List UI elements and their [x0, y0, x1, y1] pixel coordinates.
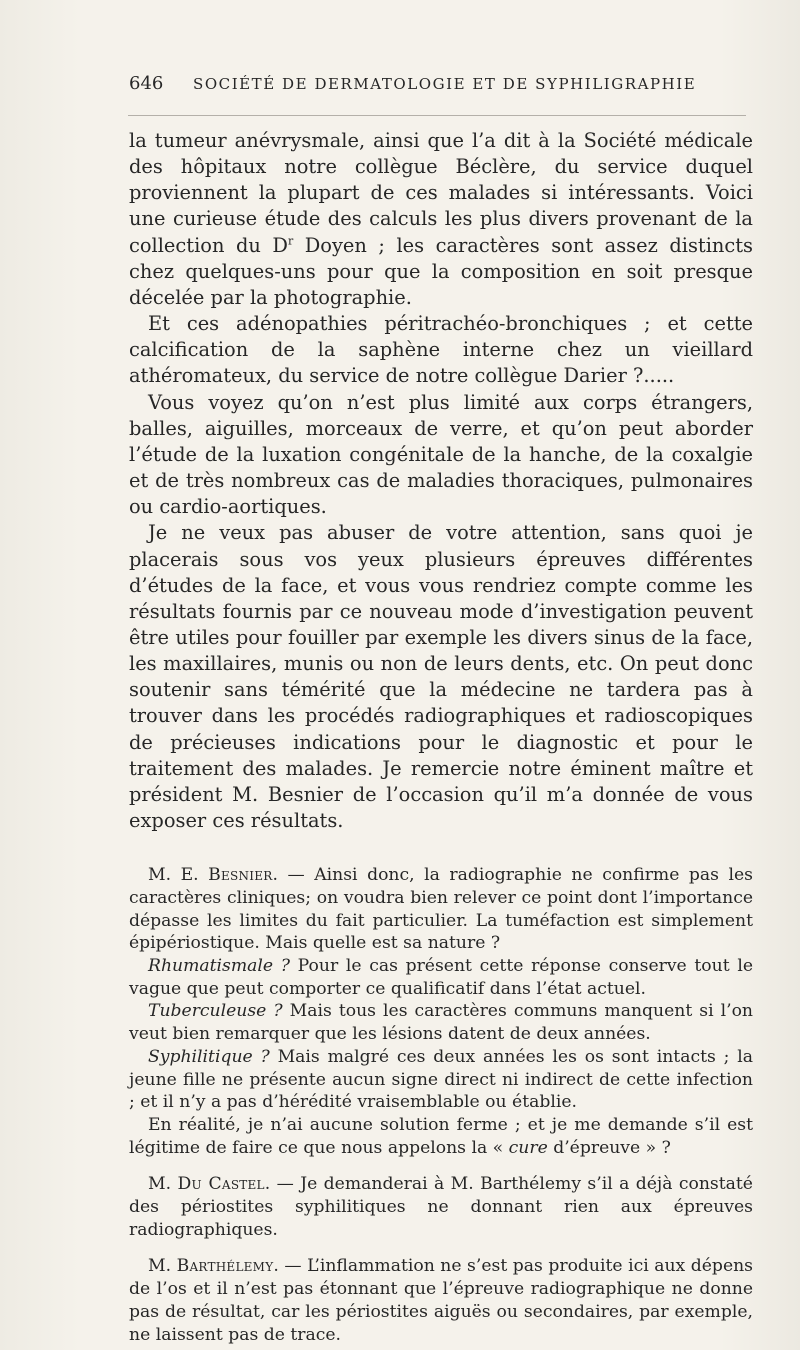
continued-report	[129, 128, 753, 834]
paragraph-text: la tumeur anévrysmale, ainsi que l’a dit à la Société médicale des hôpitaux notre collègue Béclère, du service duquel proviennent la plupart de ces malades si intéressants. Voici une curieuse étude des calculs les plus divers provenant de la collection du D	[129, 129, 753, 257]
paragraph-text: Doyen ; les caractères sont assez distincts chez quelques-uns pour que la composition en soit presque décelée par la photographie.	[129, 233, 753, 309]
italic-term: Syphilitique ?	[148, 1046, 270, 1067]
page-body	[129, 128, 753, 1346]
page-number: 646	[129, 73, 164, 94]
speaker-prefix: M. E.	[148, 865, 209, 886]
besnier-remark	[129, 864, 753, 955]
header-rule	[128, 115, 746, 116]
paragraph-gap	[129, 1159, 753, 1173]
syphilis-remark	[129, 1046, 753, 1114]
barthelemy-remark	[129, 1255, 753, 1346]
running-title: SOCIÉTÉ DE DERMATOLOGIE ET DE SYPHILIGRAPHIE	[193, 75, 697, 93]
paragraph-gap	[129, 1241, 753, 1255]
remark-text: . — Ainsi donc, la radiographie ne confirme pas les caractères cliniques; on voudra bien relever ce point dont l’importance dépasse les limites du fait particulier. La tuméfaction est simplement épipériostique. Mais quelle est sa nature ?	[129, 865, 754, 954]
paragraph-foreign-bodies: Vous voyez qu’on n’est plus limité aux corps étrangers, balles, aiguilles, morceaux de verre, et qu’on peut aborder l’étude de la luxation congénitale de la hanche, de la coxalgie et de très nombreux cas de maladies thoraciques, pulmonaires ou cardio-aortiques.	[129, 390, 753, 519]
rheumatism-remark	[129, 955, 753, 1000]
speaker-name: Besnier	[208, 865, 273, 886]
paragraph-tumor-calculi	[129, 128, 753, 311]
tuberculosis-remark	[129, 1000, 753, 1045]
superscript-r: r	[287, 234, 294, 248]
reality-remark	[129, 1114, 753, 1159]
italic-term: Rhumatismale ?	[148, 956, 290, 977]
remark-text: Mais malgré ces deux années les os sont intacts ; la jeune fille ne présente aucun signe direct ni indirect de cette infection ; et il n’y a pas d’hérédité vraisemblable ou établie.	[129, 1046, 753, 1113]
remark-text: d’épreuve » ?	[547, 1137, 671, 1158]
speaker-prefix: M.	[148, 1256, 177, 1277]
du-castel-remark	[129, 1173, 753, 1241]
italic-term: Tuberculeuse ?	[148, 1001, 283, 1022]
remark-text: . — L’inflammation ne s’est pas produite ici aux dépens de l’os et il n’est pas étonnant que l’épreuve radiographique ne donne pas de résultat, car les périostites aiguës ou secondaires, par exemple, ne laissent pas de trace.	[129, 1256, 754, 1345]
paragraph-face-studies: Je ne veux pas abuser de votre attention, sans quoi je placerais sous vos yeux plusieurs épreuves différentes d’études de la face, et vous vous rendriez compte comme les résultats fournis par ce nouveau mode d’investigation peuvent être utiles pour fouiller par exemple les divers sinus de la face, les maxillaires, munis ou non de leurs dents, etc. On peut donc soutenir sans témérité que la médecine ne tardera pas à trouver dans les procédés radiographiques et radioscopiques de précieuses indications pour le diagnostic et pour le traitement des malades. Je remercie notre éminent maître et président M. Besnier de l’occasion qu’il m’a donnée de vous exposer ces résultats.	[129, 521, 753, 833]
remark-text: Mais tous les caractères communs manquent si l’on veut bien remarquer que les lésions datent de deux années.	[129, 1001, 754, 1045]
running-header	[129, 73, 752, 101]
speaker-name: Du Castel	[177, 1174, 265, 1195]
remark-text: . — Je demanderai à M. Barthélemy s’il a déjà constaté des périostites syphilitiques ne donnant rien aux épreuves radiographiques.	[129, 1174, 753, 1240]
discussion	[129, 864, 753, 1346]
speaker-name: Barthélemy	[176, 1256, 274, 1277]
paragraph-adenopathies: Et ces adénopathies péritrachéo-bronchiques ; et cette calcification de la saphène interne chez un vieillard athéromateux, du service de notre collègue Darier ?.....	[129, 312, 753, 388]
remark-text: En réalité, je n’ai aucune solution ferme ; et je me demande s’il est légitime de faire ce que nous appelons la «	[129, 1114, 753, 1158]
speaker-prefix: M.	[148, 1174, 178, 1195]
remark-text: Pour le cas présent cette réponse conserve tout le vague que peut comporter ce qualificatif dans l’état actuel.	[129, 956, 753, 999]
italic-term: cure	[508, 1137, 548, 1158]
